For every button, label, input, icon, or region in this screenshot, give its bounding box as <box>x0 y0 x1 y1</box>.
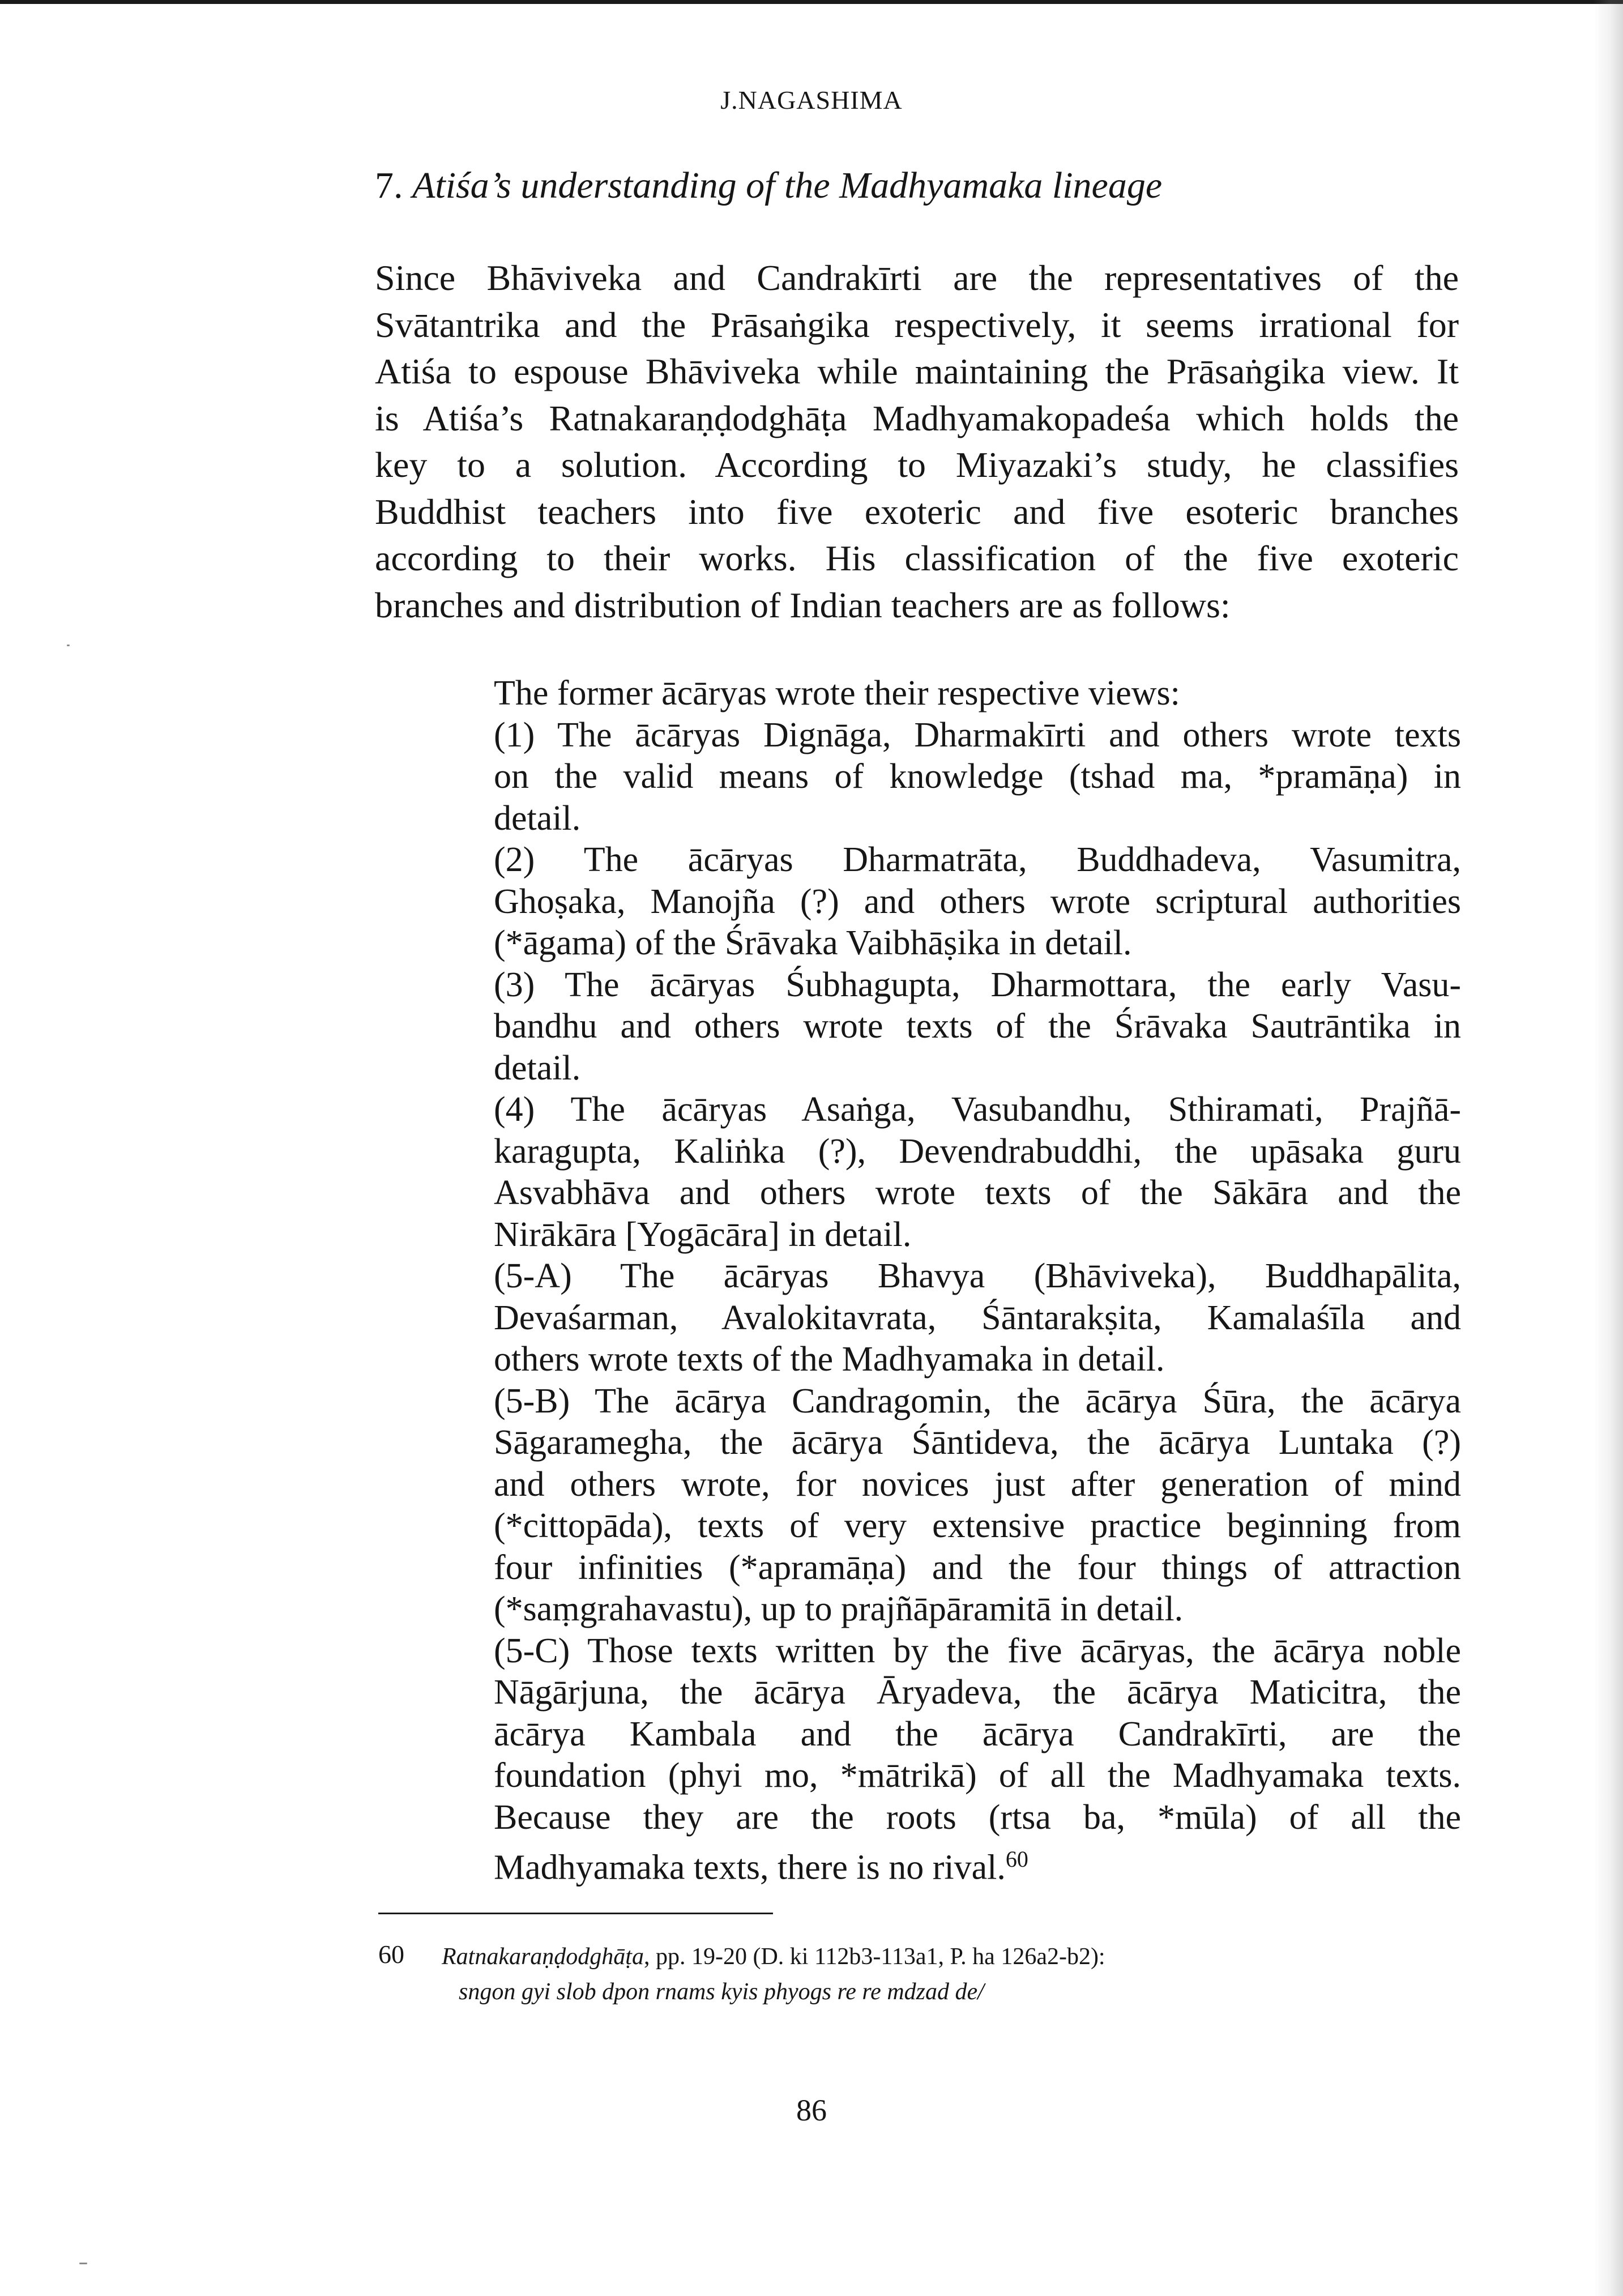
paragraph-line: is Atiśa’s Ratnakaraṇḍodghāṭa Madhyamakopadeśa which holds the <box>375 398 1459 438</box>
quote-line: others wrote texts of the Madhyamaka in detail. <box>494 1340 1165 1379</box>
quote-line: (*āgama) of the Śrāvaka Vaibhāṣika in detail. <box>494 924 1132 962</box>
paragraph-line: Svātantrika and the Prāsaṅgika respectively, it seems irrational for <box>375 304 1459 345</box>
scan-right-edge-shadow <box>1594 0 1623 2296</box>
section-title <box>375 164 1162 207</box>
footnote-rule <box>378 1913 773 1914</box>
quote-line: (5-C) Those texts written by the five ācāryas, the ācārya noble <box>494 1631 1461 1670</box>
quote-line: foundation (phyi mo, *mātrikā) of all the Madhyamaka texts. <box>494 1756 1461 1795</box>
quote-line: Sāgaramegha, the ācārya Śāntideva, the ācārya Luntaka (?) <box>494 1423 1461 1462</box>
running-head: J.NAGASHIMA <box>720 86 903 114</box>
paragraph-line: branches and distribution of Indian teachers are as follows: <box>375 584 1231 625</box>
quote-line: Devaśarman, Avalokitavrata, Śāntarakṣita, Kamalaśīla and <box>494 1298 1461 1337</box>
footnote-source-title: Ratnakaraṇḍodghāṭa <box>442 1944 644 1970</box>
paragraph-line: key to a solution. According to Miyazaki’s study, he classifies <box>375 445 1459 485</box>
quote-line: and others wrote, for novices just after generation of mind <box>494 1465 1461 1504</box>
quote-line: (5-B) The ācārya Candragomin, the ācārya Śūra, the ācārya <box>494 1381 1461 1420</box>
scan-top-edge <box>0 0 1623 4</box>
quote-line: on the valid means of knowledge (tshad ma, *pramāṇa) in <box>494 757 1461 796</box>
paragraph-line: Buddhist teachers into five exoteric and five esoteric branches <box>375 491 1459 532</box>
paragraph-line: according to their works. His classification of the five exoteric <box>375 538 1459 578</box>
quote-line: (4) The ācāryas Asaṅga, Vasubandhu, Sthiramati, Prajñā- <box>494 1090 1461 1129</box>
section-number: 7. <box>375 165 403 206</box>
quote-line: The former ācāryas wrote their respective views: <box>494 674 1180 712</box>
quote-line: (2) The ācāryas Dharmatrāta, Buddhadeva, Vasumitra, <box>494 840 1461 879</box>
quote-line: Asvabhāva and others wrote texts of the Sākāra and the <box>494 1173 1461 1212</box>
quote-line: four infinities (*apramāṇa) and the four things of attraction <box>494 1548 1461 1587</box>
quote-line: Because they are the roots (rtsa ba, *mūla) of all the <box>494 1798 1461 1837</box>
footnote-number: 60 <box>378 1940 404 1969</box>
quote-line: (1) The ācāryas Dignāga, Dharmakīrti and others wrote texts <box>494 715 1461 754</box>
scan-speck <box>79 2263 87 2264</box>
quote-line: (*cittopāda), texts of very extensive practice beginning from <box>494 1507 1461 1545</box>
scan-speck <box>67 645 70 646</box>
quote-line: (3) The ācāryas Śubhagupta, Dharmottara, the early Vasu- <box>494 965 1461 1004</box>
quote-line: (5-A) The ācāryas Bhavya (Bhāviveka), Buddhapālita, <box>494 1257 1461 1295</box>
quote-line: Nirākāra [Yogācāra] in detail. <box>494 1215 912 1254</box>
quote-line: bandhu and others wrote texts of the Śrāvaka Sautrāntika in <box>494 1007 1461 1045</box>
quote-line: Ghoṣaka, Manojña (?) and others wrote scriptural authorities <box>494 882 1461 921</box>
page-number: 86 <box>796 2093 827 2127</box>
footnote-reference[interactable]: 60 <box>1005 1846 1028 1872</box>
quote-line: karagupta, Kaliṅka (?), Devendrabuddhi, the upāsaka guru <box>494 1132 1461 1171</box>
footnote-tibetan: sngon gyi slob dpon rnams kyis phyogs re re mdzad de/ <box>459 1979 984 2005</box>
quote-line: (*saṃgrahavastu), up to prajñāpāramitā in detail. <box>494 1590 1184 1628</box>
block-quote <box>494 673 1461 1889</box>
quote-line: Madhyamaka texts, there is no rival.$^{60}$ <box>494 1846 1028 1887</box>
quote-line: Nāgārjuna, the ācārya Āryadeva, the ācārya Maticitra, the <box>494 1673 1461 1712</box>
footnote-citation <box>442 1940 1105 1973</box>
section-title-text: Atiśa’s understanding of the Madhyamaka lineage <box>412 165 1163 206</box>
paragraph-line: Atiśa to espouse Bhāviveka while maintaining the Prāsaṅgika view. It <box>375 351 1459 391</box>
paragraph-line: Since Bhāviveka and Candrakīrti are the representatives of the <box>375 258 1459 298</box>
quote-line: detail. <box>494 799 581 838</box>
body-paragraph <box>375 255 1459 629</box>
footnote-citation-text: , pp. 19-20 (D. ki 112b3-113a1, P. ha 126a2-b2): <box>643 1944 1105 1970</box>
quote-line: ācārya Kambala and the ācārya Candrakīrti, are the <box>494 1714 1461 1753</box>
quote-line: detail. <box>494 1048 581 1087</box>
